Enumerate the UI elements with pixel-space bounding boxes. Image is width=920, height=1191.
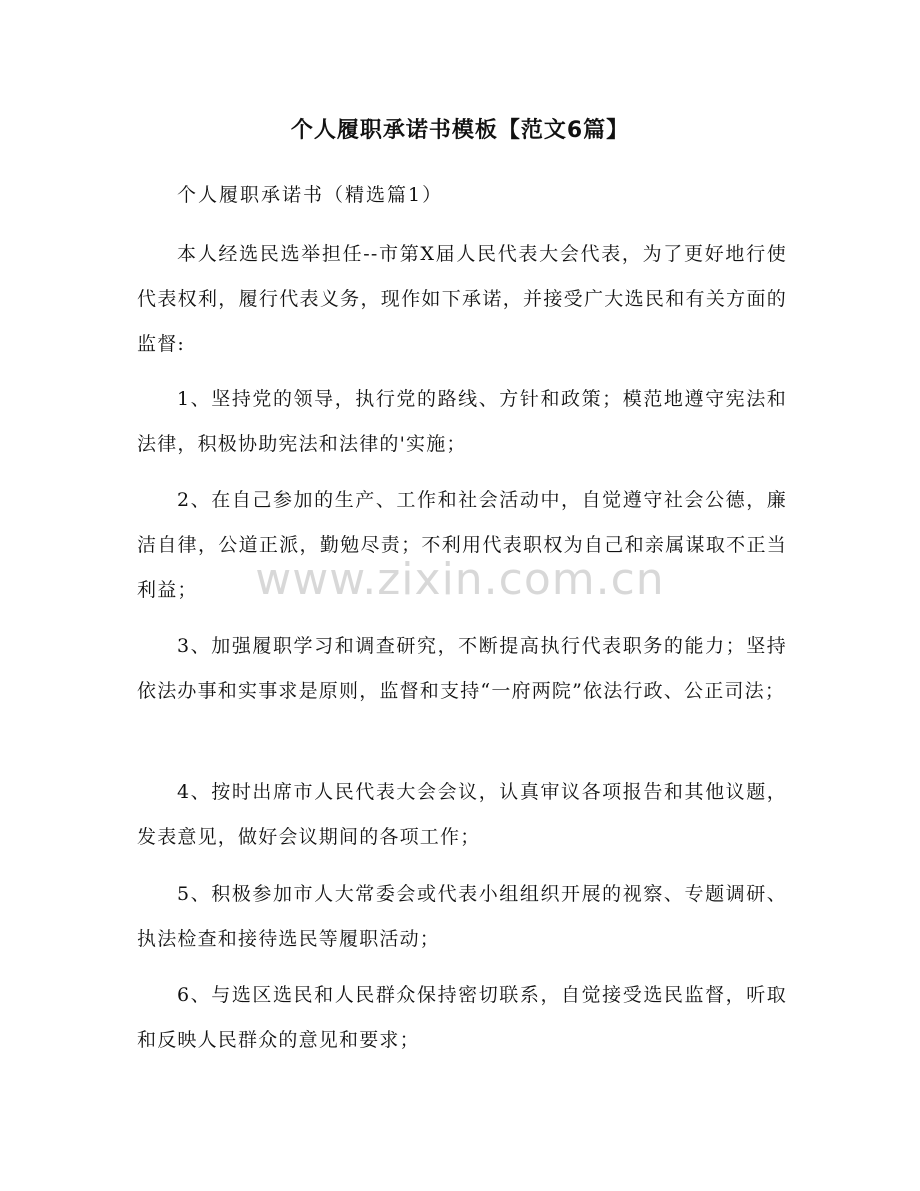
section-heading: 个人履职承诺书（精选篇1） [177,184,444,206]
commitment-item-1: 1、坚持党的领导，执行党的路线、方针和政策；模范地遵守宪法和法律，积极协助宪法和法律的'实施； [137,388,787,455]
commitment-item-6: 6、与选区选民和人民群众保持密切联系，自觉接受选民监督，听取和反映人民群众的意见和要求； [137,984,787,1051]
commitment-item-5: 5、积极参加市人大常委会或代表小组组织开展的视察、专题调研、执法检查和接待选民等履职活动； [137,883,787,950]
commitment-item-4: 4、按时出席市人民代表大会会议，认真审议各项报告和其他议题，发表意见，做好会议期间的各项工作； [137,781,787,848]
intro-paragraph: 本人经选民选举担任--市第X届人民代表大会代表，为了更好地行使代表权利，履行代表义务，现作如下承诺，并接受广大选民和有关方面的监督: [137,243,787,355]
commitment-item-2: 2、在自己参加的生产、工作和社会活动中，自觉遵守社会公德，廉洁自律，公道正派，勤勉尽责；不利用代表职权为自己和亲属谋取不正当利益； [137,489,787,601]
commitment-item-3: 3、加强履职学习和调查研究，不断提高执行代表职务的能力；坚持依法办事和实事求是原则，监督和支持“一府两院”依法行政、公正司法； [137,635,787,702]
document-title: 个人履职承诺书模板【范文6篇】 [290,118,630,143]
watermark: www.zixin.com.cn [255,554,665,605]
